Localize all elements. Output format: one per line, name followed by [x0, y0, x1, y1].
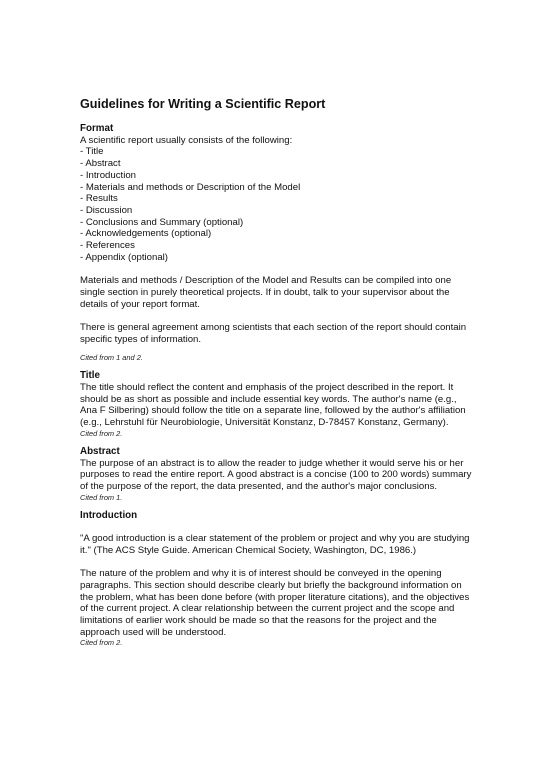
list-item: - Materials and methods or Description of the Model	[80, 181, 301, 193]
title-heading: Title	[80, 370, 100, 382]
list-item: - References	[80, 240, 135, 252]
list-item: - Title	[80, 146, 104, 158]
abstract-paragraph: The purpose of an abstract is to allow the reader to judge whether it would serve his or her purposes to read the entire report. A good abstract is a concise (100 to 200 words) summary of the purpose of the report, the data presented, and the author's major conclusions.	[80, 457, 472, 492]
list-item: - Appendix (optional)	[80, 251, 168, 263]
list-item: - Introduction	[80, 169, 136, 181]
list-item: - Results	[80, 193, 118, 205]
introduction-citation: Cited from 2.	[80, 638, 123, 648]
format-intro: A scientific report usually consists of the following:	[80, 134, 293, 146]
list-item: - Discussion	[80, 204, 133, 216]
abstract-citation: Cited from 1.	[80, 492, 123, 502]
document-body	[80, 97, 475, 647]
introduction-heading: Introduction	[80, 509, 138, 521]
list-item: - Acknowledgements (optional)	[80, 228, 212, 240]
list-item: - Conclusions and Summary (optional)	[80, 216, 244, 228]
introduction-quote: "A good introduction is a clear statement of the problem or project and why you are studying it." (The ACS Style Guide. American Chemical Society, Washington, DC, 1986.)	[80, 533, 470, 556]
format-paragraph-1: Materials and methods / Description of the Model and Results can be compiled into one single section in purely theoretical projects. If in doubt, talk to your supervisor about the details of your report format.	[80, 275, 452, 310]
title-paragraph: The title should reflect the content and emphasis of the project described in the report. It should be as short as possible and include essential key words. The author's name (e.g., Ana F Silbering) should follow the title on a separate line, followed by the author's affiliation (e.g., Lehrstuhl für Neurobiologie, Universität Konstanz, D-78457 Konstanz, Germany).	[80, 382, 466, 429]
document-title: Guidelines for Writing a Scientific Report	[80, 97, 326, 111]
format-heading: Format	[80, 123, 114, 134]
title-citation: Cited from 2.	[80, 428, 123, 438]
format-citation: Cited from 1 and 2.	[80, 353, 143, 363]
format-list	[80, 146, 475, 263]
abstract-heading: Abstract	[80, 445, 120, 457]
list-item: - Abstract	[80, 158, 121, 170]
introduction-paragraph: The nature of the problem and why it is of interest should be conveyed in the opening paragraphs. This section should describe clearly but briefly the background information on the problem, what has been done before (with proper literature citations), and the objectives of the current project. A clear relationship between the current project and the scope and limitations of earlier work should be made so that the reasons for the project and the approach used will be understood.	[80, 568, 470, 638]
format-paragraph-2: There is general agreement among scientists that each section of the report should contain specific types of information.	[80, 321, 467, 345]
